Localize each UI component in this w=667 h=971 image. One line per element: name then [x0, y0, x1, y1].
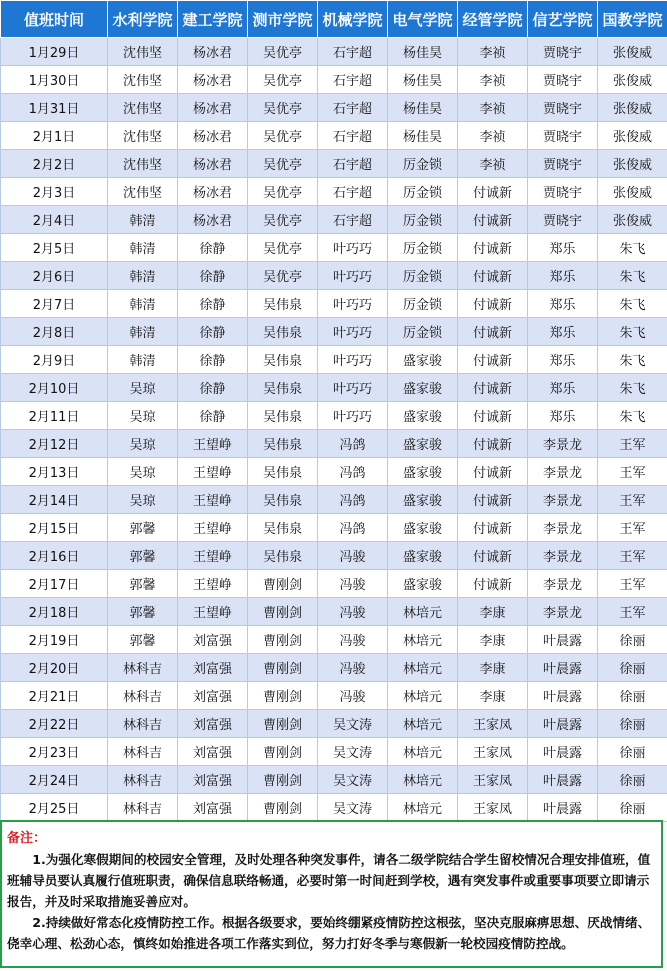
duty-person-cell: 冯鸽 — [318, 486, 388, 514]
table-row — [1, 318, 667, 346]
duty-person-cell: 吴文涛 — [318, 766, 388, 794]
duty-person-cell: 付诚新 — [458, 374, 528, 402]
notes-box — [0, 820, 663, 968]
date-cell: 2月13日 — [1, 458, 108, 486]
duty-person-cell: 付诚新 — [458, 234, 528, 262]
duty-person-cell: 曹刚剑 — [248, 570, 318, 598]
duty-person-cell: 郭馨 — [108, 570, 178, 598]
duty-person-cell: 吴伟泉 — [248, 318, 318, 346]
duty-person-cell: 林科吉 — [108, 794, 178, 822]
duty-person-cell: 沈伟坚 — [108, 66, 178, 94]
duty-person-cell: 沈伟坚 — [108, 122, 178, 150]
duty-person-cell: 付诚新 — [458, 430, 528, 458]
duty-person-cell: 郭馨 — [108, 542, 178, 570]
date-cell: 2月25日 — [1, 794, 108, 822]
duty-person-cell: 张俊威 — [598, 66, 667, 94]
duty-person-cell: 徐静 — [178, 402, 248, 430]
duty-person-cell: 冯骏 — [318, 570, 388, 598]
date-cell: 2月8日 — [1, 318, 108, 346]
duty-person-cell: 刘富强 — [178, 794, 248, 822]
duty-person-cell: 石宇超 — [318, 122, 388, 150]
table-row — [1, 486, 667, 514]
duty-person-cell: 付诚新 — [458, 178, 528, 206]
duty-person-cell: 李祯 — [458, 150, 528, 178]
duty-person-cell: 李景龙 — [528, 570, 598, 598]
duty-person-cell: 石宇超 — [318, 94, 388, 122]
duty-person-cell: 沈伟坚 — [108, 150, 178, 178]
duty-person-cell: 冯鸽 — [318, 514, 388, 542]
duty-person-cell: 盛家骏 — [388, 542, 458, 570]
duty-person-cell: 徐丽 — [598, 654, 667, 682]
duty-person-cell: 贾晓宇 — [528, 38, 598, 66]
table-row — [1, 738, 667, 766]
duty-person-cell: 韩清 — [108, 262, 178, 290]
notes-title: 备注： — [7, 831, 47, 846]
duty-person-cell: 林培元 — [388, 710, 458, 738]
duty-person-cell: 林培元 — [388, 738, 458, 766]
duty-person-cell: 吴优亭 — [248, 178, 318, 206]
duty-person-cell: 杨冰君 — [178, 178, 248, 206]
date-cell: 2月10日 — [1, 374, 108, 402]
duty-person-cell: 杨佳昊 — [388, 66, 458, 94]
duty-person-cell: 付诚新 — [458, 318, 528, 346]
duty-person-cell: 吴琼 — [108, 430, 178, 458]
duty-person-cell: 盛家骏 — [388, 402, 458, 430]
duty-person-cell: 林科吉 — [108, 738, 178, 766]
duty-person-cell: 盛家骏 — [388, 570, 458, 598]
duty-person-cell: 吴琼 — [108, 402, 178, 430]
duty-person-cell: 徐丽 — [598, 738, 667, 766]
duty-person-cell: 沈伟坚 — [108, 38, 178, 66]
duty-person-cell: 厉金锁 — [388, 150, 458, 178]
duty-person-cell: 张俊威 — [598, 38, 667, 66]
table-row — [1, 150, 667, 178]
duty-person-cell: 吴琼 — [108, 374, 178, 402]
duty-person-cell: 付诚新 — [458, 290, 528, 318]
duty-person-cell: 贾晓宇 — [528, 150, 598, 178]
date-cell: 2月2日 — [1, 150, 108, 178]
duty-person-cell: 叶晨露 — [528, 766, 598, 794]
table-row — [1, 38, 667, 66]
duty-person-cell: 杨冰君 — [178, 38, 248, 66]
duty-person-cell: 王家凤 — [458, 794, 528, 822]
duty-person-cell: 张俊威 — [598, 122, 667, 150]
duty-person-cell: 王军 — [598, 486, 667, 514]
table-row — [1, 570, 667, 598]
duty-person-cell: 王军 — [598, 514, 667, 542]
duty-person-cell: 王军 — [598, 598, 667, 626]
table-body — [1, 38, 667, 822]
table-row — [1, 94, 667, 122]
date-cell: 2月24日 — [1, 766, 108, 794]
duty-person-cell: 郑乐 — [528, 290, 598, 318]
duty-person-cell: 吴优亭 — [248, 122, 318, 150]
duty-person-cell: 厉金锁 — [388, 318, 458, 346]
date-cell: 2月5日 — [1, 234, 108, 262]
duty-person-cell: 王望峥 — [178, 514, 248, 542]
duty-person-cell: 刘富强 — [178, 654, 248, 682]
date-cell: 2月23日 — [1, 738, 108, 766]
duty-person-cell: 曹刚剑 — [248, 738, 318, 766]
duty-person-cell: 付诚新 — [458, 486, 528, 514]
duty-person-cell: 李祯 — [458, 94, 528, 122]
duty-person-cell: 朱飞 — [598, 374, 667, 402]
duty-person-cell: 贾晓宇 — [528, 66, 598, 94]
date-cell: 2月9日 — [1, 346, 108, 374]
duty-person-cell: 郑乐 — [528, 318, 598, 346]
duty-person-cell: 叶晨露 — [528, 626, 598, 654]
duty-person-cell: 曹刚剑 — [248, 598, 318, 626]
duty-person-cell: 吴伟泉 — [248, 290, 318, 318]
duty-person-cell: 曹刚剑 — [248, 682, 318, 710]
duty-person-cell: 张俊威 — [598, 150, 667, 178]
duty-person-cell: 朱飞 — [598, 262, 667, 290]
duty-person-cell: 付诚新 — [458, 346, 528, 374]
duty-person-cell: 厉金锁 — [388, 290, 458, 318]
duty-person-cell: 郑乐 — [528, 374, 598, 402]
duty-person-cell: 杨冰君 — [178, 66, 248, 94]
duty-person-cell: 付诚新 — [458, 206, 528, 234]
duty-person-cell: 贾晓宇 — [528, 178, 598, 206]
duty-person-cell: 吴文涛 — [318, 794, 388, 822]
duty-person-cell: 叶巧巧 — [318, 402, 388, 430]
table-row — [1, 598, 667, 626]
duty-person-cell: 冯骏 — [318, 626, 388, 654]
duty-person-cell: 李康 — [458, 682, 528, 710]
duty-person-cell: 王望峥 — [178, 542, 248, 570]
duty-person-cell: 吴优亭 — [248, 262, 318, 290]
duty-person-cell: 吴伟泉 — [248, 458, 318, 486]
table-row — [1, 178, 667, 206]
duty-person-cell: 贾晓宇 — [528, 94, 598, 122]
duty-person-cell: 王望峥 — [178, 430, 248, 458]
duty-person-cell: 吴文涛 — [318, 710, 388, 738]
duty-person-cell: 付诚新 — [458, 514, 528, 542]
table-row — [1, 430, 667, 458]
duty-person-cell: 冯骏 — [318, 598, 388, 626]
duty-person-cell: 韩清 — [108, 346, 178, 374]
header-information-art: 信艺学院 — [528, 1, 598, 38]
table-row — [1, 458, 667, 486]
duty-person-cell: 吴伟泉 — [248, 346, 318, 374]
date-cell: 1月31日 — [1, 94, 108, 122]
duty-person-cell: 吴优亭 — [248, 66, 318, 94]
duty-person-cell: 郭馨 — [108, 626, 178, 654]
header-civil-engineering: 建工学院 — [178, 1, 248, 38]
duty-person-cell: 厉金锁 — [388, 234, 458, 262]
duty-person-cell: 徐静 — [178, 318, 248, 346]
duty-person-cell: 叶巧巧 — [318, 234, 388, 262]
date-cell: 1月29日 — [1, 38, 108, 66]
duty-person-cell: 林培元 — [388, 766, 458, 794]
table-header-row — [1, 1, 667, 38]
duty-person-cell: 冯鸽 — [318, 430, 388, 458]
date-cell: 2月3日 — [1, 178, 108, 206]
duty-person-cell: 厉金锁 — [388, 262, 458, 290]
duty-person-cell: 林科吉 — [108, 710, 178, 738]
duty-person-cell: 王军 — [598, 458, 667, 486]
table-row — [1, 122, 667, 150]
duty-person-cell: 王望峥 — [178, 598, 248, 626]
duty-person-cell: 王望峥 — [178, 570, 248, 598]
duty-person-cell: 曹刚剑 — [248, 626, 318, 654]
duty-person-cell: 王家凤 — [458, 766, 528, 794]
duty-person-cell: 李祯 — [458, 122, 528, 150]
duty-person-cell: 盛家骏 — [388, 458, 458, 486]
table-row — [1, 374, 667, 402]
duty-person-cell: 吴伟泉 — [248, 374, 318, 402]
duty-person-cell: 曹刚剑 — [248, 794, 318, 822]
duty-person-cell: 叶晨露 — [528, 654, 598, 682]
duty-person-cell: 吴伟泉 — [248, 486, 318, 514]
duty-person-cell: 盛家骏 — [388, 486, 458, 514]
duty-person-cell: 叶巧巧 — [318, 346, 388, 374]
table-row — [1, 402, 667, 430]
duty-person-cell: 张俊威 — [598, 178, 667, 206]
duty-person-cell: 曹刚剑 — [248, 766, 318, 794]
duty-person-cell: 曹刚剑 — [248, 654, 318, 682]
duty-person-cell: 王家凤 — [458, 738, 528, 766]
header-international-education: 国教学院 — [598, 1, 667, 38]
date-cell: 2月20日 — [1, 654, 108, 682]
duty-person-cell: 吴优亭 — [248, 150, 318, 178]
duty-person-cell: 郑乐 — [528, 234, 598, 262]
table-row — [1, 654, 667, 682]
duty-person-cell: 叶巧巧 — [318, 262, 388, 290]
duty-person-cell: 李康 — [458, 626, 528, 654]
duty-person-cell: 王军 — [598, 570, 667, 598]
duty-person-cell: 李祯 — [458, 38, 528, 66]
duty-person-cell: 杨佳昊 — [388, 122, 458, 150]
header-mechanical: 机械学院 — [318, 1, 388, 38]
duty-person-cell: 李祯 — [458, 66, 528, 94]
header-economics-management: 经管学院 — [458, 1, 528, 38]
duty-person-cell: 杨冰君 — [178, 206, 248, 234]
duty-person-cell: 张俊威 — [598, 206, 667, 234]
duty-person-cell: 徐丽 — [598, 710, 667, 738]
duty-person-cell: 吴伟泉 — [248, 542, 318, 570]
duty-person-cell: 叶巧巧 — [318, 374, 388, 402]
duty-person-cell: 石宇超 — [318, 38, 388, 66]
duty-person-cell: 冯骏 — [318, 654, 388, 682]
duty-person-cell: 吴琼 — [108, 458, 178, 486]
duty-person-cell: 刘富强 — [178, 738, 248, 766]
duty-person-cell: 李康 — [458, 654, 528, 682]
duty-person-cell: 杨佳昊 — [388, 94, 458, 122]
duty-person-cell: 李景龙 — [528, 542, 598, 570]
duty-person-cell: 朱飞 — [598, 290, 667, 318]
duty-person-cell: 盛家骏 — [388, 514, 458, 542]
date-cell: 2月6日 — [1, 262, 108, 290]
duty-person-cell: 林培元 — [388, 682, 458, 710]
duty-person-cell: 吴文涛 — [318, 738, 388, 766]
table-row — [1, 794, 667, 822]
duty-person-cell: 徐丽 — [598, 682, 667, 710]
duty-person-cell: 石宇超 — [318, 150, 388, 178]
duty-person-cell: 贾晓宇 — [528, 122, 598, 150]
date-cell: 2月7日 — [1, 290, 108, 318]
duty-person-cell: 李景龙 — [528, 514, 598, 542]
duty-person-cell: 杨冰君 — [178, 122, 248, 150]
table-row — [1, 290, 667, 318]
table-row — [1, 346, 667, 374]
duty-person-cell: 徐静 — [178, 234, 248, 262]
date-cell: 2月16日 — [1, 542, 108, 570]
duty-person-cell: 叶晨露 — [528, 738, 598, 766]
duty-person-cell: 厉金锁 — [388, 206, 458, 234]
duty-person-cell: 叶巧巧 — [318, 290, 388, 318]
duty-person-cell: 石宇超 — [318, 178, 388, 206]
duty-person-cell: 吴优亭 — [248, 38, 318, 66]
duty-person-cell: 刘富强 — [178, 766, 248, 794]
table-row — [1, 234, 667, 262]
duty-person-cell: 徐丽 — [598, 626, 667, 654]
duty-person-cell: 刘富强 — [178, 710, 248, 738]
duty-person-cell: 徐丽 — [598, 766, 667, 794]
date-cell: 2月14日 — [1, 486, 108, 514]
duty-person-cell: 林科吉 — [108, 682, 178, 710]
duty-person-cell: 冯骏 — [318, 682, 388, 710]
duty-person-cell: 李景龙 — [528, 430, 598, 458]
duty-person-cell: 徐静 — [178, 374, 248, 402]
table-row — [1, 66, 667, 94]
duty-person-cell: 徐静 — [178, 346, 248, 374]
duty-person-cell: 付诚新 — [458, 262, 528, 290]
duty-person-cell: 叶晨露 — [528, 794, 598, 822]
table-row — [1, 262, 667, 290]
header-electrical: 电气学院 — [388, 1, 458, 38]
duty-person-cell: 刘富强 — [178, 626, 248, 654]
duty-person-cell: 张俊威 — [598, 94, 667, 122]
table-row — [1, 682, 667, 710]
date-cell: 2月21日 — [1, 682, 108, 710]
duty-person-cell: 徐丽 — [598, 794, 667, 822]
duty-person-cell: 盛家骏 — [388, 346, 458, 374]
table-row — [1, 206, 667, 234]
date-cell: 2月19日 — [1, 626, 108, 654]
duty-person-cell: 盛家骏 — [388, 430, 458, 458]
header-date: 值班时间 — [1, 1, 108, 38]
duty-person-cell: 林培元 — [388, 626, 458, 654]
duty-person-cell: 林科吉 — [108, 654, 178, 682]
duty-person-cell: 贾晓宇 — [528, 206, 598, 234]
table-row — [1, 626, 667, 654]
duty-person-cell: 林培元 — [388, 598, 458, 626]
duty-person-cell: 杨冰君 — [178, 150, 248, 178]
duty-person-cell: 李景龙 — [528, 486, 598, 514]
duty-person-cell: 李景龙 — [528, 598, 598, 626]
duty-person-cell: 王军 — [598, 430, 667, 458]
date-cell: 2月17日 — [1, 570, 108, 598]
duty-person-cell: 朱飞 — [598, 346, 667, 374]
duty-person-cell: 徐静 — [178, 262, 248, 290]
duty-person-cell: 付诚新 — [458, 542, 528, 570]
duty-person-cell: 林培元 — [388, 794, 458, 822]
duty-person-cell: 杨佳昊 — [388, 38, 458, 66]
duty-person-cell: 沈伟坚 — [108, 178, 178, 206]
duty-person-cell: 叶晨露 — [528, 682, 598, 710]
duty-person-cell: 韩清 — [108, 290, 178, 318]
header-surveying: 测市学院 — [248, 1, 318, 38]
duty-person-cell: 韩清 — [108, 318, 178, 346]
duty-person-cell: 朱飞 — [598, 318, 667, 346]
duty-person-cell: 付诚新 — [458, 458, 528, 486]
duty-person-cell: 冯骏 — [318, 542, 388, 570]
duty-person-cell: 韩清 — [108, 234, 178, 262]
duty-person-cell: 付诚新 — [458, 570, 528, 598]
duty-person-cell: 吴优亭 — [248, 94, 318, 122]
date-cell: 2月15日 — [1, 514, 108, 542]
duty-person-cell: 林培元 — [388, 654, 458, 682]
table-row — [1, 514, 667, 542]
duty-person-cell: 曹刚剑 — [248, 710, 318, 738]
duty-person-cell: 杨冰君 — [178, 94, 248, 122]
duty-person-cell: 王军 — [598, 542, 667, 570]
duty-person-cell: 韩清 — [108, 206, 178, 234]
header-water-conservancy: 水利学院 — [108, 1, 178, 38]
duty-person-cell: 刘富强 — [178, 682, 248, 710]
duty-person-cell: 郭馨 — [108, 598, 178, 626]
duty-person-cell: 朱飞 — [598, 402, 667, 430]
duty-person-cell: 盛家骏 — [388, 374, 458, 402]
duty-person-cell: 吴优亭 — [248, 206, 318, 234]
notes-item: 2.持续做好常态化疫情防控工作。根据各级要求，要始终绷紧疫情防控这根弦，坚决克服麻痹思想、厌战情绪、侥幸心理、松劲心态，慎终如始推进各项工作落实到位，努力打好冬季与寒假新一轮校园疫情防控战。 — [7, 915, 651, 951]
date-cell: 2月4日 — [1, 206, 108, 234]
duty-person-cell: 沈伟坚 — [108, 94, 178, 122]
duty-person-cell: 王望峥 — [178, 458, 248, 486]
date-cell: 2月22日 — [1, 710, 108, 738]
duty-person-cell: 石宇超 — [318, 66, 388, 94]
date-cell: 2月11日 — [1, 402, 108, 430]
duty-person-cell: 王望峥 — [178, 486, 248, 514]
duty-person-cell: 郑乐 — [528, 262, 598, 290]
duty-person-cell: 吴伟泉 — [248, 430, 318, 458]
duty-person-cell: 李康 — [458, 598, 528, 626]
date-cell: 2月18日 — [1, 598, 108, 626]
duty-person-cell: 吴琼 — [108, 486, 178, 514]
date-cell: 1月30日 — [1, 66, 108, 94]
duty-person-cell: 林科吉 — [108, 766, 178, 794]
duty-person-cell: 吴伟泉 — [248, 402, 318, 430]
date-cell: 2月1日 — [1, 122, 108, 150]
duty-person-cell: 冯鸽 — [318, 458, 388, 486]
table-row — [1, 710, 667, 738]
duty-person-cell: 石宇超 — [318, 206, 388, 234]
duty-person-cell: 李景龙 — [528, 458, 598, 486]
duty-person-cell: 郭馨 — [108, 514, 178, 542]
duty-person-cell: 王家凤 — [458, 710, 528, 738]
duty-person-cell: 吴伟泉 — [248, 514, 318, 542]
duty-person-cell: 厉金锁 — [388, 178, 458, 206]
duty-person-cell: 朱飞 — [598, 234, 667, 262]
table-row — [1, 542, 667, 570]
duty-person-cell: 郑乐 — [528, 402, 598, 430]
date-cell: 2月12日 — [1, 430, 108, 458]
table-row — [1, 766, 667, 794]
duty-person-cell: 叶晨露 — [528, 710, 598, 738]
notes-item: 1.为强化寒假期间的校园安全管理，及时处理各种突发事件，请各二级学院结合学生留校情况合理安排值班，值班辅导员要认真履行值班职责，确保信息联络畅通，必要时第一时间赶到学校，遇有突发事件或重要事项要立即请示报告，并及时采取措施妥善应对。 — [7, 852, 651, 909]
duty-person-cell: 付诚新 — [458, 402, 528, 430]
duty-person-cell: 吴优亭 — [248, 234, 318, 262]
duty-person-cell: 叶巧巧 — [318, 318, 388, 346]
duty-person-cell: 徐静 — [178, 290, 248, 318]
duty-person-cell: 郑乐 — [528, 346, 598, 374]
